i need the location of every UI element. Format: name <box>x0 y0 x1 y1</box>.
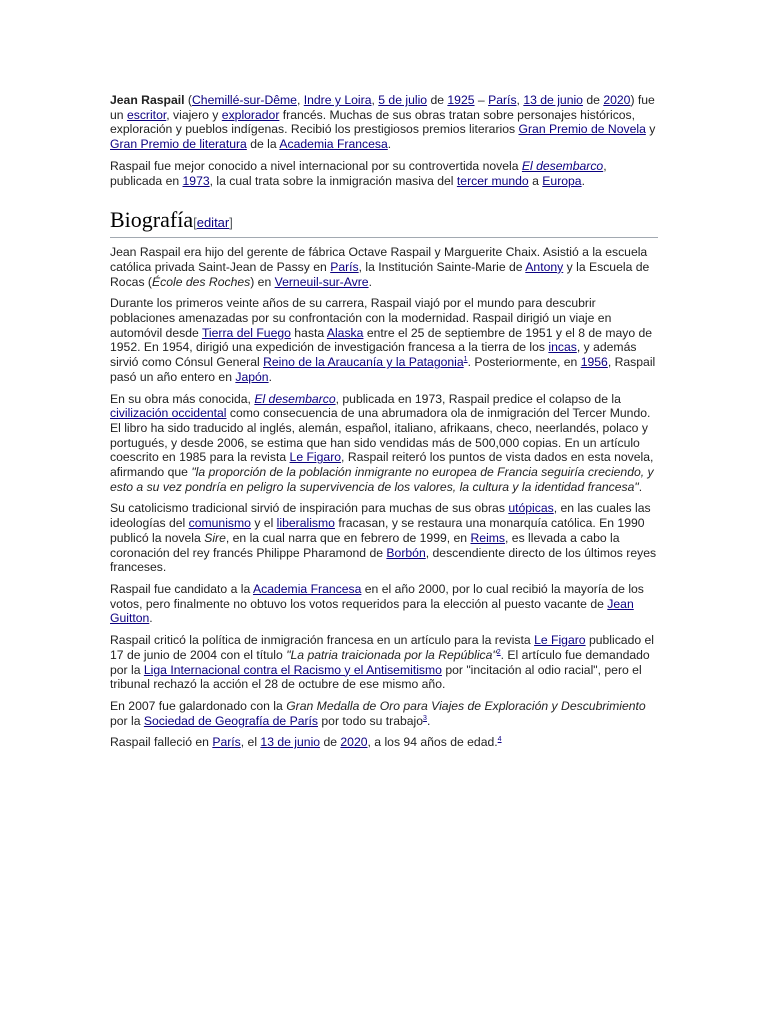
link-1973[interactable]: 1973 <box>182 173 210 188</box>
biography-paragraph-4: Su catolicismo tradicional sirvió de inspiración para muchas de sus obras utópicas, en las cuales las ideologías del comunismo y el liberalismo fracasan, y se restaura una monarquía católica. En 1990 publicó la novela Sire, en la cual narra que en febrero de 1999, en Reims, es llevada a cabo la coronación del rey francés Philippe Pharamond de Borbón, descendiente directo de los últimos reyes franceses. <box>110 501 657 575</box>
section-heading-biografia: Biografía[editar] <box>110 208 658 238</box>
link-death-year[interactable]: 2020 <box>603 93 631 107</box>
link-academia-francesa-2[interactable]: Academia Francesa <box>252 581 362 596</box>
link-alaska[interactable]: Alaska <box>326 325 364 340</box>
link-reino-araucania[interactable]: Reino de la Araucanía y la Patagonia <box>263 355 464 370</box>
biography-paragraph-1: Jean Raspail era hijo del gerente de fábrica Octave Raspail y Marguerite Chaix. Asistió a la escuela católica privada Saint-Jean de Passy en París, la Institución Sainte-Marie de Antony y la Escuela de Rocas (École des Roches) en Verneuil-sur-Avre. <box>110 245 650 289</box>
link-incas[interactable]: incas <box>548 340 577 355</box>
link-jean-guitton[interactable]: Jean Guitton <box>110 596 634 626</box>
link-gran-premio-novela[interactable]: Gran Premio de Novela <box>518 122 646 137</box>
link-el-desembarco-2[interactable]: El desembarco <box>254 391 336 406</box>
reference-2[interactable]: 2 <box>496 648 501 656</box>
link-2020[interactable]: 2020 <box>340 735 368 750</box>
link-europa[interactable]: Europa <box>542 173 582 188</box>
link-birth-year[interactable]: 1925 <box>447 93 475 107</box>
link-sociedad-geografia[interactable]: Sociedad de Geografía de París <box>143 713 319 728</box>
link-reims[interactable]: Reims <box>470 530 506 545</box>
article-content <box>110 93 658 757</box>
biography-paragraph-7: En 2007 fue galardonado con la Gran Medalla de Oro para Viajes de Exploración y Descubrimiento por la Sociedad de Geografía de París por todo su trabajo$^3$. <box>110 698 646 728</box>
link-indre-y-loira[interactable]: Indre y Loira <box>303 93 372 107</box>
link-borbon[interactable]: Borbón <box>386 545 426 560</box>
link-liga-internacional[interactable]: Liga Internacional contra el Racismo y el Antisemitismo <box>143 662 442 677</box>
link-explorador[interactable]: explorador <box>221 107 280 122</box>
link-comunismo[interactable]: comunismo <box>188 516 251 531</box>
link-el-desembarco[interactable]: El desembarco <box>521 158 604 173</box>
link-academia-francesa[interactable]: Academia Francesa <box>279 137 388 152</box>
intro-paragraph-2: Raspail fue mejor conocido a nivel internacional por su controvertida novela El desembarco, publicada en 1973, la cual trata sobre la inmigración masiva del tercer mundo a Europa. <box>110 158 607 188</box>
link-chemille[interactable]: Chemillé-sur-Dême <box>191 93 297 107</box>
link-death-date[interactable]: 13 de junio <box>523 93 583 107</box>
link-le-figaro-2[interactable]: Le Figaro <box>534 633 586 648</box>
intro-paragraph: Jean Raspail (Chemillé-sur-Dême, Indre y Loira, 5 de julio de 1925 – París, 13 de junio de 2020) fue un escritor, viajero y explorador francés. Muchas de sus obras tratan sobre personajes históricos, exploración y pueblos indígenas. Recibió los prestigiosos premios literarios Gran Premio de Novela y Gran Premio de literatura de la Academia Francesa. <box>110 93 656 152</box>
quote-text: "la proporción de la población inmigrante no europea de Francia seguiría creciendo, y esto a su vez pondría en peligro la supervivencia de los valores, la cultura y la identidad francesa" <box>110 465 654 494</box>
biography-paragraph-8: Raspail falleció en París, el 13 de junio de 2020, a los 94 años de edad.$^4$ <box>110 735 502 750</box>
link-tierra-del-fuego[interactable]: Tierra del Fuego <box>201 325 291 340</box>
link-paris-2[interactable]: París <box>212 735 241 750</box>
link-japon[interactable]: Japón <box>235 369 269 384</box>
biography-paragraph-2: Durante los primeros veinte años de su carrera, Raspail viajó por el mundo para descubrir poblaciones amenazadas por su confrontación con la modernidad. Raspail dirigió un viaje en automóvil desde Tierra del Fuego hasta Alaska entre el 25 de septiembre de 1951 y el 8 de mayo de 1952. En 1954, dirigió una expedición de investigación francesa a la tierra de los incas, y además sirvió como Cónsul General Reino de la Araucanía y la Patagonia$^1$. Posteriormente, en 1956, Raspail pasó un año entero en Japón. <box>110 296 656 384</box>
link-utopicas[interactable]: utópicas <box>508 501 554 516</box>
biography-paragraph-6: Raspail criticó la política de inmigración francesa en un artículo para la revista Le Figaro publicado el 17 de junio de 2004 con el título "La patria traicionada por la República"$^2$. El artículo fue demandado por la Liga Internacional contra el Racismo y el Antisemitismo por "incitación al odio racial", pero el tribunal rechazó la acción el 28 de octubre de ese mismo año. <box>110 633 655 692</box>
biography-paragraph-3: En su obra más conocida, El desembarco, publicada en 1973, Raspail predice el colapso de la civilización occidental como consecuencia de una abrumadora ola de inmigración del Tercer Mundo. El libro ha sido traducido al inglés, alemán, español, italiano, afrikaans, checo, neerlandés, polaco y portugués, y desde 2006, se estima que han sido vendidas más de 500,000 copias. En un artículo coescrito en 1985 para la revista Le Figaro, Raspail reiteró los puntos de vista dados en esta novela, afirmando que "la proporción de la población inmigrante no europea de Francia seguiría creciendo, y esto a su vez pondría en peligro la supervivencia de los valores, la cultura y la identidad francesa". <box>110 391 654 494</box>
reference-1[interactable]: 1 <box>463 356 468 364</box>
link-verneuil[interactable]: Verneuil-sur-Avre <box>274 274 369 289</box>
edit-link[interactable]: editar <box>196 215 230 231</box>
link-gran-premio-literatura[interactable]: Gran Premio de literatura <box>110 137 247 152</box>
link-tercer-mundo[interactable]: tercer mundo <box>456 173 529 188</box>
link-le-figaro[interactable]: Le Figaro <box>289 450 342 465</box>
link-death-place[interactable]: París <box>488 93 517 107</box>
biography-paragraph-5: Raspail fue candidato a la Academia Francesa en el año 2000, por lo cual recibió la mayoría de los votos, pero finalmente no obtuvo los votos requeridos para la elección al puesto vacante de Jean Guitton. <box>110 581 644 626</box>
link-liberalismo[interactable]: liberalismo <box>276 516 335 531</box>
link-13-de-junio[interactable]: 13 de junio <box>260 735 321 750</box>
link-antony[interactable]: Antony <box>525 259 564 274</box>
link-civilizacion-occidental[interactable]: civilización occidental <box>110 406 227 421</box>
link-birth-date[interactable]: 5 de julio <box>378 93 428 107</box>
article-subject: Jean Raspail <box>110 93 185 107</box>
edit-section: [editar] <box>193 215 233 231</box>
link-escritor[interactable]: escritor <box>126 107 167 122</box>
reference-3[interactable]: 3 <box>423 714 427 722</box>
link-paris[interactable]: París <box>330 259 359 274</box>
link-1956[interactable]: 1956 <box>580 355 608 370</box>
reference-4[interactable]: 4 <box>497 736 502 744</box>
